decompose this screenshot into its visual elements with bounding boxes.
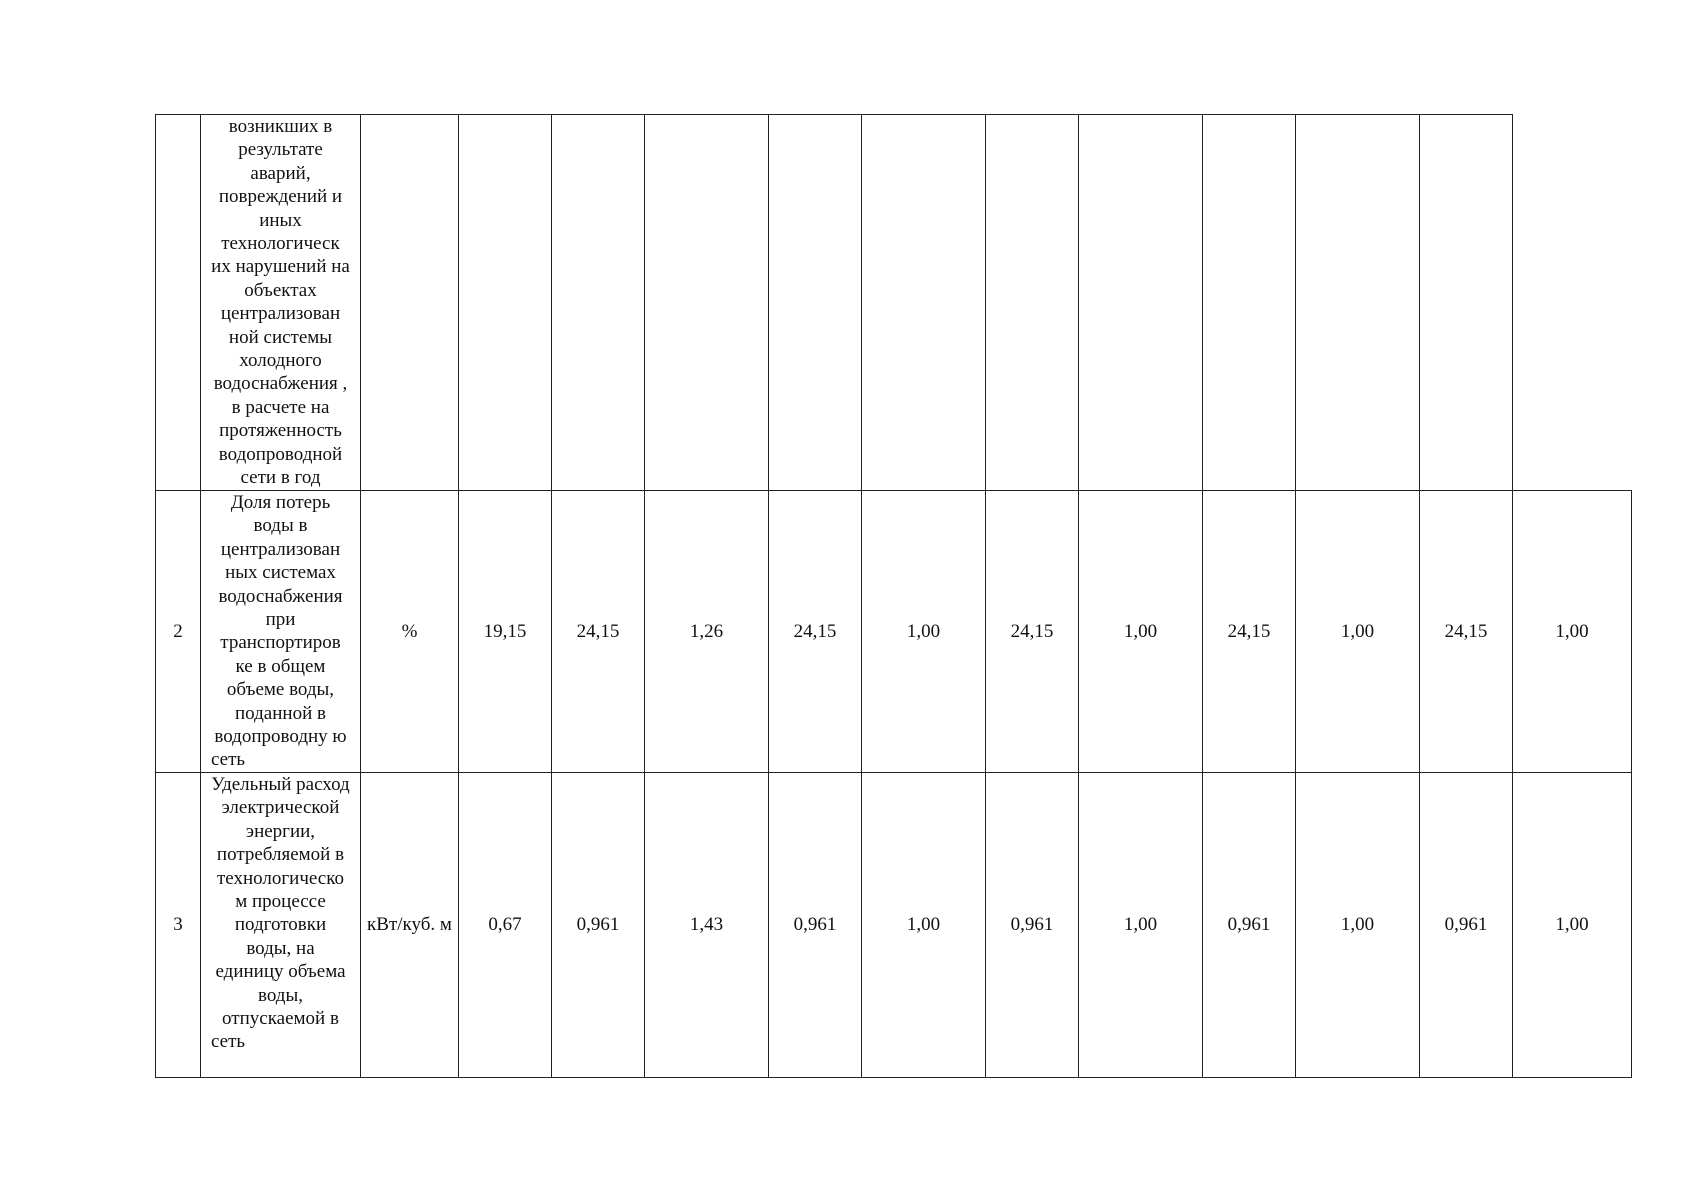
value-cell: 1,00 (1296, 773, 1420, 1078)
value-cell: 1,00 (862, 773, 986, 1078)
description-cell (201, 115, 361, 491)
description-text: возникших в результате аварий, повреждений и иных технологическ их нарушений на объектах централизован ной системы холодного водоснабжения , в расчете на протяженность водопроводной сети в год (211, 116, 350, 489)
value-cell: 1,00 (862, 491, 986, 773)
value-cell: 24,15 (769, 491, 862, 773)
table-row (156, 773, 1632, 1078)
table-row (156, 491, 1632, 773)
row-number-cell: 2 (156, 491, 201, 773)
value-cell: 24,15 (552, 491, 645, 773)
value-cell: 19,15 (459, 491, 552, 773)
description-cell (201, 491, 361, 773)
value-cell (1420, 115, 1513, 491)
value-cell: 1,00 (1296, 491, 1420, 773)
value-cell (1296, 115, 1420, 491)
value-cell (769, 115, 862, 491)
value-cell: 0,961 (1420, 773, 1513, 1078)
value-cell (552, 115, 645, 491)
value-cell: 0,961 (986, 773, 1079, 1078)
value-cell: 1,00 (1079, 773, 1203, 1078)
value-cell (1079, 115, 1203, 491)
value-cell: 24,15 (986, 491, 1079, 773)
unit-cell: % (361, 491, 459, 773)
value-cell: 0,961 (1203, 773, 1296, 1078)
value-cell (986, 115, 1079, 491)
row-number-cell (156, 115, 201, 491)
indicators-table (155, 114, 1632, 1078)
value-cell: 0,961 (552, 773, 645, 1078)
value-cell: 24,15 (1420, 491, 1513, 773)
description-text: Удельный расход электрической энергии, потребляемой в технологическо м процессе подготовки воды, на единицу объема воды, отпускаемой в сеть (211, 774, 350, 1053)
value-cell: 1,00 (1513, 491, 1632, 773)
value-cell (1203, 115, 1296, 491)
unit-cell: кВт/куб. м (361, 773, 459, 1078)
unit-cell (361, 115, 459, 491)
value-cell: 1,43 (645, 773, 769, 1078)
value-cell: 1,00 (1079, 491, 1203, 773)
value-cell: 1,26 (645, 491, 769, 773)
value-cell: 0,67 (459, 773, 552, 1078)
row-number-cell: 3 (156, 773, 201, 1078)
value-cell: 1,00 (1513, 773, 1632, 1078)
description-cell (201, 773, 361, 1078)
value-cell (459, 115, 552, 491)
value-cell (862, 115, 986, 491)
value-cell (645, 115, 769, 491)
table-row (156, 115, 1632, 491)
value-cell: 24,15 (1203, 491, 1296, 773)
description-text: Доля потерь воды в централизован ных системах водоснабжения при транспортиров ке в общем объеме воды, поданной в водопроводну ю сеть (211, 492, 347, 771)
value-cell: 0,961 (769, 773, 862, 1078)
